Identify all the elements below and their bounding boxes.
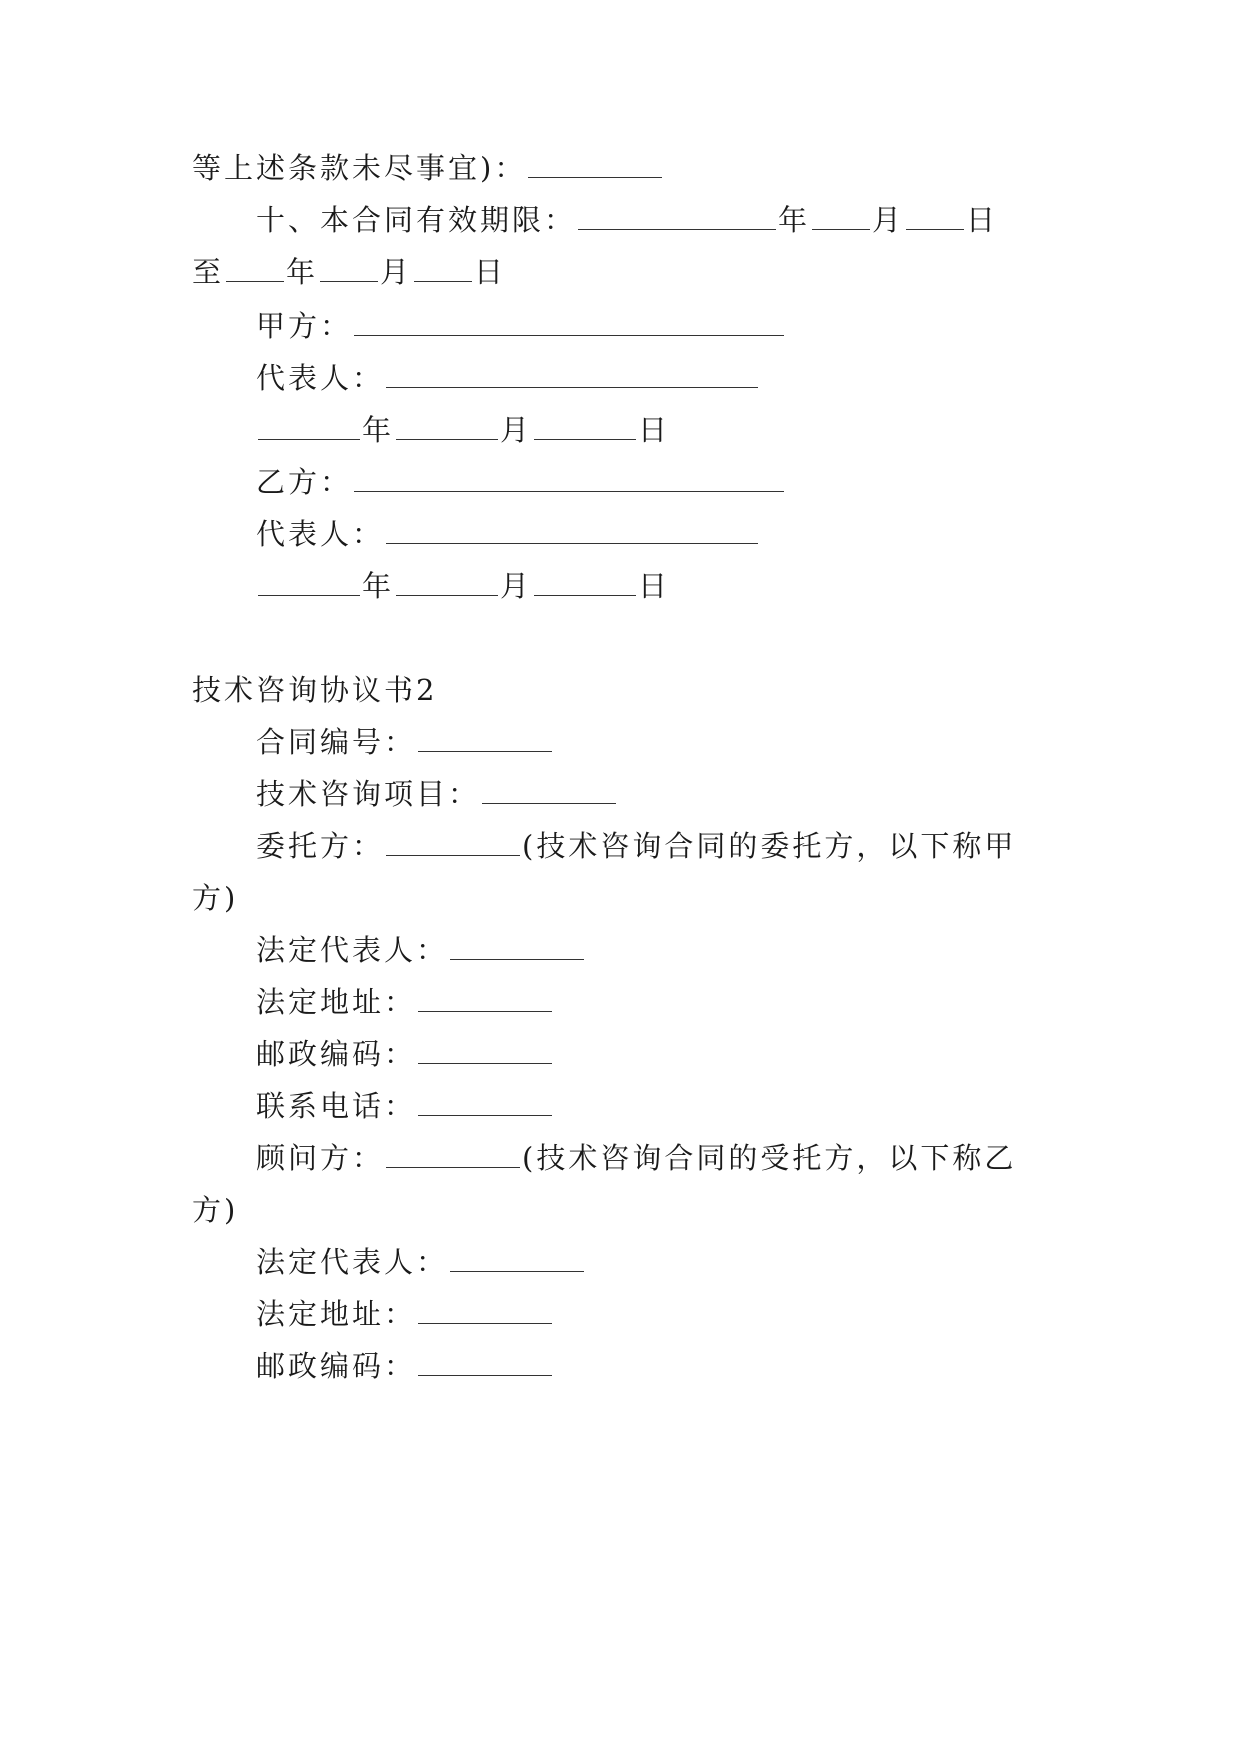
validity-period-label: 十、本合同有效期限：	[256, 203, 577, 237]
contract-number-label: 合同编号：	[256, 725, 417, 759]
blank-field	[354, 465, 784, 492]
client-label: 委托方：	[256, 829, 385, 863]
blank-field	[534, 413, 636, 440]
legal-address-label: 法定地址：	[256, 1297, 417, 1331]
day-label: 日	[638, 569, 671, 603]
blank-field	[418, 985, 552, 1012]
blank-field	[320, 255, 378, 282]
consultant-postcode-line	[256, 1346, 554, 1386]
party-b-representative-line	[256, 514, 760, 554]
year-label: 年	[362, 413, 395, 447]
blank-field	[418, 1297, 552, 1324]
blank-field	[812, 203, 870, 230]
client-phone-line	[256, 1086, 554, 1126]
blank-field	[418, 1349, 552, 1376]
day-label: 日	[638, 413, 671, 447]
party-b-label: 乙方：	[256, 465, 353, 499]
consultant-note-continuation: 方)	[192, 1193, 239, 1227]
validity-end-line	[192, 252, 506, 292]
day-label: 日	[474, 255, 507, 289]
month-label: 月	[500, 413, 533, 447]
month-label: 月	[872, 203, 905, 237]
section-title: 技术咨询协议书2	[192, 673, 438, 707]
phone-label: 联系电话：	[256, 1089, 417, 1123]
blank-field	[482, 777, 616, 804]
blank-field	[396, 413, 498, 440]
consulting-project-label: 技术咨询项目：	[256, 777, 481, 811]
validity-period-line	[256, 200, 998, 240]
representative-label: 代表人：	[256, 361, 385, 395]
clause-continuation-text: 等上述条款未尽事宜)：	[192, 151, 527, 185]
consultant-label: 顾问方：	[256, 1141, 385, 1175]
blank-field	[414, 255, 472, 282]
blank-field	[418, 1037, 552, 1064]
blank-field	[418, 1089, 552, 1116]
postal-code-label: 邮政编码：	[256, 1037, 417, 1071]
client-address-line	[256, 982, 554, 1022]
blank-field	[258, 413, 360, 440]
blank-field	[528, 151, 662, 178]
blank-field	[906, 203, 964, 230]
client-legal-rep-line	[256, 930, 586, 970]
month-label: 月	[380, 255, 413, 289]
blank-field	[386, 361, 758, 388]
contract-number-line	[256, 722, 554, 762]
party-a-date-line	[256, 410, 670, 450]
postal-code-label: 邮政编码：	[256, 1349, 417, 1383]
legal-address-label: 法定地址：	[256, 985, 417, 1019]
representative-label: 代表人：	[256, 517, 385, 551]
month-label: 月	[500, 569, 533, 603]
blank-field	[578, 203, 776, 230]
party-b-line	[256, 462, 786, 502]
blank-field	[226, 255, 284, 282]
consultant-address-line	[256, 1294, 554, 1334]
blank-field	[386, 829, 520, 856]
legal-representative-label: 法定代表人：	[256, 933, 449, 967]
party-b-date-line	[256, 566, 670, 606]
year-label: 年	[286, 255, 319, 289]
blank-field	[386, 1141, 520, 1168]
to-label: 至	[192, 255, 225, 289]
clause-continuation-line	[192, 148, 664, 188]
blank-field	[450, 1245, 584, 1272]
blank-field	[450, 933, 584, 960]
party-a-line	[256, 306, 786, 346]
legal-representative-label: 法定代表人：	[256, 1245, 449, 1279]
day-label: 日	[966, 203, 999, 237]
blank-field	[418, 725, 552, 752]
blank-field	[258, 569, 360, 596]
blank-field	[386, 517, 758, 544]
party-a-label: 甲方：	[256, 309, 353, 343]
year-label: 年	[362, 569, 395, 603]
consultant-line	[256, 1138, 1016, 1178]
consultant-legal-rep-line	[256, 1242, 586, 1282]
consultant-note: (技术咨询合同的受托方，以下称乙	[522, 1141, 1017, 1175]
blank-field	[396, 569, 498, 596]
client-postcode-line	[256, 1034, 554, 1074]
year-label: 年	[778, 203, 811, 237]
consulting-project-line	[256, 774, 618, 814]
party-a-representative-line	[256, 358, 760, 398]
client-note-continuation: 方)	[192, 881, 239, 915]
blank-field	[534, 569, 636, 596]
client-note: (技术咨询合同的委托方，以下称甲	[522, 829, 1017, 863]
blank-field	[354, 309, 784, 336]
client-line	[256, 826, 1016, 866]
